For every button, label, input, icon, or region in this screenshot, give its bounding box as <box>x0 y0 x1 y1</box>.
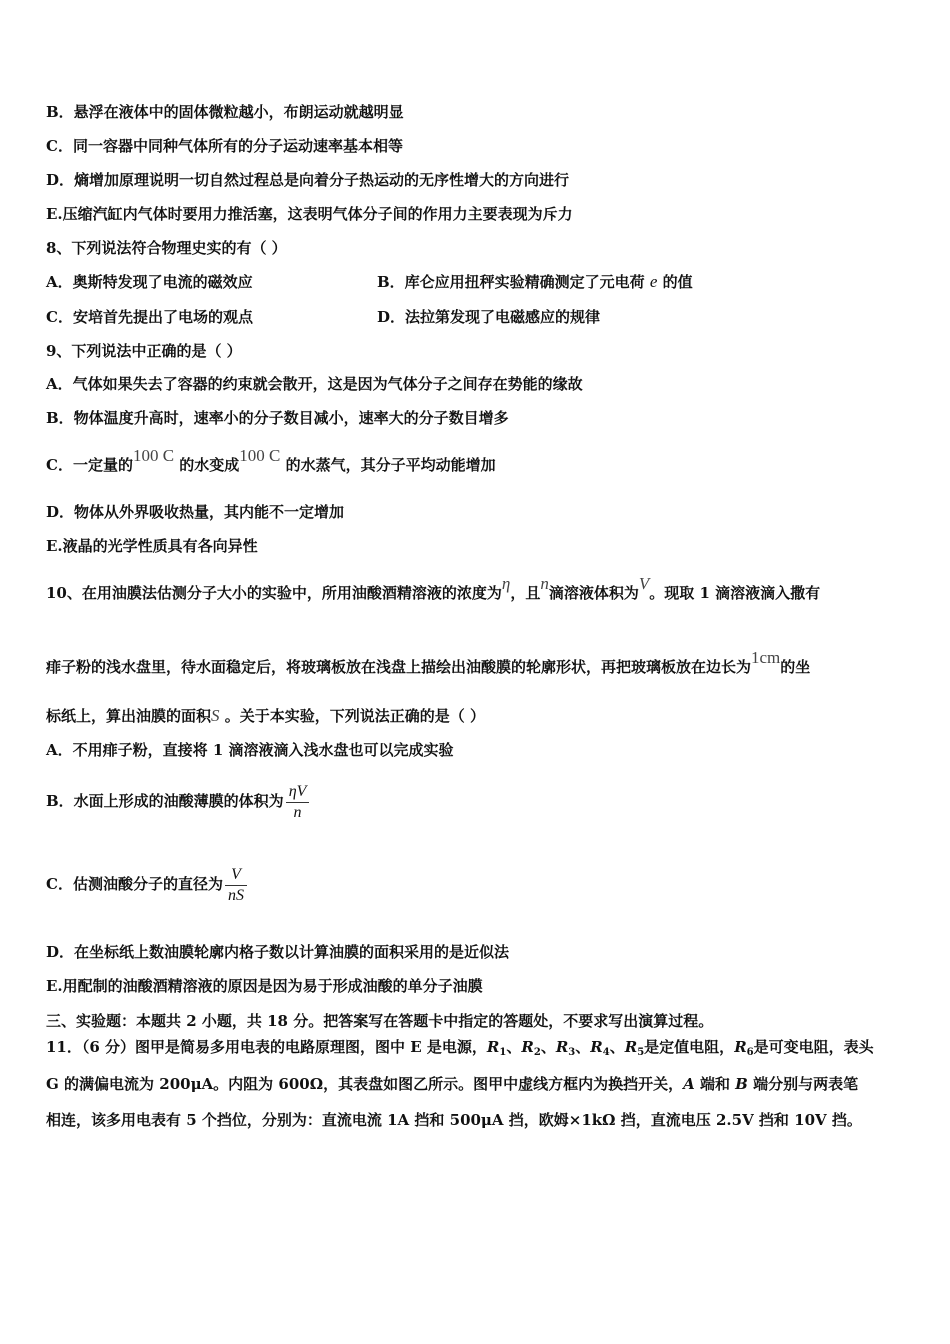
q11-sep-4: 、 <box>609 1038 625 1056</box>
q10-n: n <box>540 574 549 593</box>
q11-r1-sub: 1 <box>499 1047 507 1058</box>
q10-option-a: A．不用痱子粉，直接将 1 滴溶液滴入浅水盘也可以完成实验 <box>46 741 454 759</box>
q11-text-c: 是可变电阻，表头 <box>753 1038 874 1056</box>
q10-option-b-numerator: ηV <box>286 782 310 803</box>
q11-r1: R <box>486 1038 500 1056</box>
q9-temp-2: 100 C <box>239 446 281 465</box>
q10-stem-text-b: ，且 <box>510 584 541 602</box>
q8-option-d: D．法拉第发现了电磁感应的规律 <box>377 308 601 326</box>
q9-option-d: D．物体从外界吸收热量，其内能不一定增加 <box>46 503 345 521</box>
q9-option-c-mid: 的水变成 <box>179 456 240 474</box>
q11-line-1 <box>46 1037 874 1063</box>
q8-option-b-symbol: e <box>649 272 658 291</box>
q10-option-d: D．在坐标纸上数油膜轮廓内格子数以计算油膜的面积采用的是近似法 <box>46 943 510 961</box>
q10-stem-text-g: 标纸上，算出油膜的面积 <box>46 707 212 725</box>
q10-option-b-fraction <box>286 782 310 823</box>
q10-stem-text-e: 痱子粉的浅水盘里，待水面稳定后，将玻璃板放在浅盘上描绘出油酸膜的轮廓形状，再把玻璃板放在边长为 <box>46 658 752 676</box>
q11-r4-sub: 4 <box>602 1047 610 1058</box>
q9-option-e: E.液晶的光学性质具有各向异性 <box>46 537 258 555</box>
q10-option-c-denominator: nS <box>227 886 244 904</box>
q11-r3-sub: 3 <box>568 1047 576 1058</box>
q11-sep-3: 、 <box>575 1038 591 1056</box>
section-3-heading: 三、实验题：本题共 2 小题，共 18 分。把答案写在答题卡中指定的答题处，不要求写出演算过程。 <box>46 1012 714 1030</box>
q10-stem-line-1 <box>46 574 821 603</box>
q8-option-b-text: B．库仑应用扭秤实验精确测定了元电荷 <box>377 273 650 291</box>
q7-option-b: B．悬浮在液体中的固体微粒越小，布朗运动就越明显 <box>46 103 404 121</box>
q10-stem-text-h: 。关于本实验，下列说法正确的是（ ） <box>224 707 485 725</box>
q11-r6-sub: 6 <box>746 1047 754 1058</box>
q11-text-b: 是定值电阻， <box>644 1038 735 1056</box>
q7-option-d: D．熵增加原理说明一切自然过程总是向着分子热运动的无序性增大的方向进行 <box>46 171 570 189</box>
q11-r5: R <box>624 1038 638 1056</box>
q9-option-c-text: C．一定量的 <box>46 456 133 474</box>
q10-stem-line-3 <box>46 706 485 726</box>
q10-option-b-denominator: n <box>293 803 302 821</box>
q7-option-c: C．同一容器中同种气体所有的分子运动速率基本相等 <box>46 137 403 155</box>
q10-option-c-numerator: V <box>225 865 247 886</box>
q11-r5-sub: 5 <box>637 1047 645 1058</box>
q8-option-a: A．奥斯特发现了电流的磁效应 <box>46 273 253 291</box>
q11-terminal-a: A <box>683 1075 695 1093</box>
q11-text-a: 11．（6 分）图甲是简易多用电表的电路原理图，图中 E 是电源， <box>46 1038 487 1056</box>
q10-option-e: E.用配制的油酸酒精溶液的原因是因为易于形成油酸的单分子油膜 <box>46 977 483 995</box>
q11-r3: R <box>555 1038 569 1056</box>
q8-stem: 8、下列说法符合物理史实的有（ ） <box>46 239 287 257</box>
q11-r2-sub: 2 <box>533 1047 541 1058</box>
q11-terminal-b: B <box>735 1075 748 1093</box>
q9-option-a: A．气体如果失去了容器的约束就会散开，这是因为气体分子之间存在势能的缘故 <box>46 375 583 393</box>
q10-v: V <box>638 574 650 593</box>
q11-r4: R <box>590 1038 603 1056</box>
q11-text-e: 端和 <box>694 1075 736 1093</box>
q8-option-b-tail: 的值 <box>657 273 693 291</box>
q9-temp-1: 100 C <box>132 446 175 465</box>
q10-eta: η <box>501 574 511 593</box>
q10-stem-line-2 <box>46 648 811 677</box>
q11-sep-1: 、 <box>506 1038 522 1056</box>
q10-option-b <box>46 780 309 823</box>
q9-option-c <box>46 446 496 475</box>
q10-stem-text-c: 滴溶液体积为 <box>548 584 639 602</box>
q11-r6: R <box>734 1038 747 1056</box>
q10-s: S <box>211 706 220 725</box>
q11-text-f: 端分别与两表笔 <box>747 1075 859 1093</box>
q10-option-c <box>46 863 247 906</box>
q7-option-e: E.压缩汽缸内气体时要用力推活塞，这表明气体分子间的作用力主要表现为斥力 <box>46 205 573 223</box>
q11-r2: R <box>521 1038 534 1056</box>
q10-cm: 1cm <box>751 648 781 667</box>
q10-stem-text-d: 。现取 1 滴溶液滴入撒有 <box>649 584 821 602</box>
q10-option-c-fraction <box>225 865 247 906</box>
q9-option-b: B．物体温度升高时，速率小的分子数目减小，速率大的分子数目增多 <box>46 409 509 427</box>
q9-stem: 9、下列说法中正确的是（ ） <box>46 342 242 360</box>
q11-line-3: 相连，该多用电表有 5 个挡位，分别为：直流电流 1A 挡和 500μA 挡，欧姆×1kΩ 挡，直流电压 2.5V 挡和 10V 挡。 <box>46 1111 862 1129</box>
q8-option-b <box>377 272 693 292</box>
q10-option-b-text: B．水面上形成的油酸薄膜的体积为 <box>46 792 284 810</box>
q10-stem-text-f: 的坐 <box>780 658 811 676</box>
q11-line-2 <box>46 1074 858 1094</box>
q11-text-d: G 的满偏电流为 200μA。内阻为 600Ω，其表盘如图乙所示。图甲中虚线方框内为换挡开关， <box>46 1075 684 1093</box>
q8-option-c: C．安培首先提出了电场的观点 <box>46 308 253 326</box>
q10-option-c-text: C．估测油酸分子的直径为 <box>46 875 223 893</box>
q9-option-c-tail: 的水蒸气，其分子平均动能增加 <box>285 456 496 474</box>
q10-stem-text-a: 10、在用油膜法估测分子大小的实验中，所用油酸酒精溶液的浓度为 <box>46 584 502 602</box>
q11-sep-2: 、 <box>540 1038 556 1056</box>
